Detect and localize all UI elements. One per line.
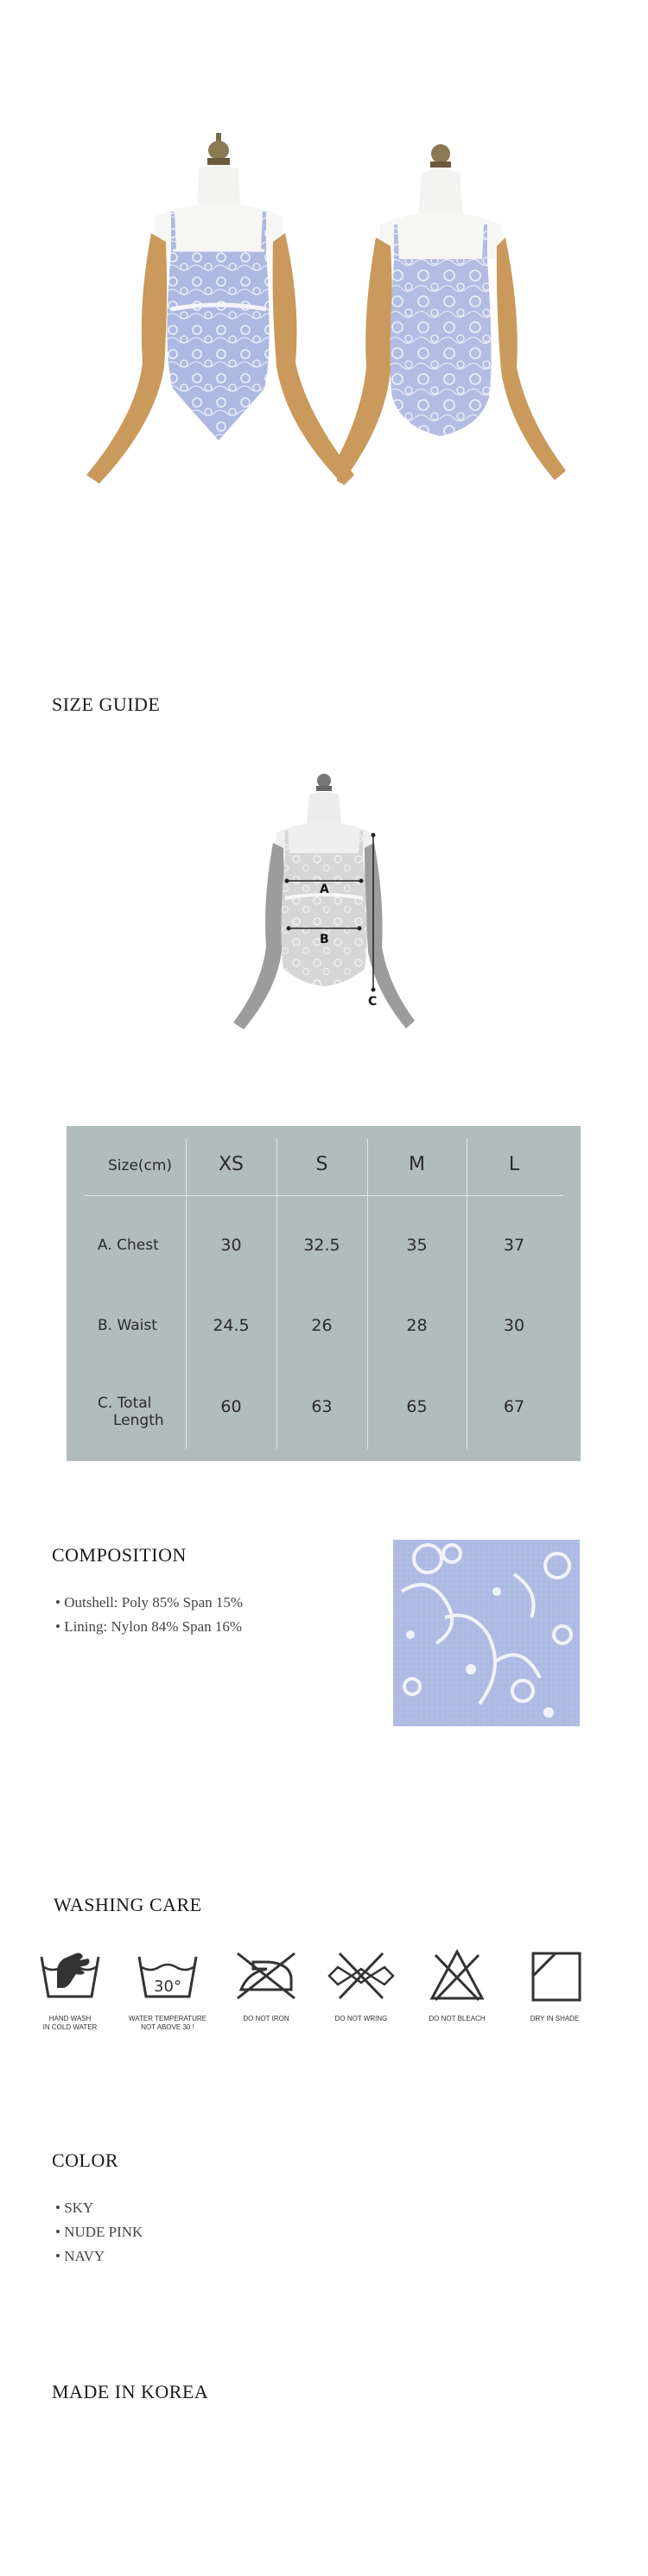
table-cell: 30 [503,1316,525,1335]
color-option: • SKY [55,2199,94,2216]
table-cell: 63 [311,1397,333,1416]
size-col-s: S [315,1154,328,1175]
table-cell: 65 [406,1397,428,1416]
color-option: • NUDE PINK [55,2224,143,2240]
table-cell: 35 [406,1236,428,1255]
table-cell: 28 [406,1316,428,1335]
care-item-hand-wash [22,1946,118,2032]
made-in-heading: MADE IN KOREA [52,2381,209,2402]
table-cell: 26 [311,1316,333,1335]
measure-label-a: A [320,883,329,896]
measure-label-c: C [368,995,378,1009]
table-cell: 37 [503,1236,525,1255]
care-label: WATER TEMPERATURE NOT ABOVE 30 ! [129,2015,206,2031]
temperature-value: 30° [154,1978,181,1996]
table-cell: 60 [220,1397,242,1416]
product-photo-front [69,130,380,510]
do-not-wring-icon [322,1946,400,2007]
care-item-do-not-iron [219,1946,314,2023]
care-item-do-not-bleach [410,1946,505,2023]
care-label: HAND WASH IN COLD WATER [42,2015,98,2031]
size-col-l: L [508,1154,520,1175]
size-header-label: Size(cm) [108,1157,173,1174]
care-label: DRY IN SHADE [530,2015,580,2022]
washing-care-heading: WASHING CARE [54,1894,202,1915]
table-cell: 24.5 [213,1316,250,1335]
row-label-chest: A. Chest [98,1237,159,1254]
composition-item: • Outshell: Poly 85% Span 15% [55,1594,244,1611]
care-item-water-temperature [120,1946,215,2032]
size-table [67,1126,581,1461]
do-not-iron-icon [227,1946,305,2007]
composition-heading: COMPOSITION [52,1544,187,1566]
hand-wash-icon [31,1946,109,2007]
composition-item: • Lining: Nylon 84% Span 16% [55,1618,243,1635]
dry-in-shade-icon [516,1946,594,2007]
product-photo-back [337,138,596,510]
size-col-m: M [409,1154,425,1175]
water-temperature-icon [129,1946,206,2007]
size-guide-heading: SIZE GUIDE [52,693,161,715]
care-label: DO NOT BLEACH [429,2015,486,2022]
color-heading: COLOR [52,2149,119,2171]
care-label: DO NOT IRON [243,2015,289,2022]
table-cell: 67 [503,1397,525,1416]
care-item-do-not-wring [314,1946,409,2023]
measure-label-b: B [320,933,329,946]
color-option: • NAVY [55,2248,105,2264]
care-item-dry-in-shade [507,1946,602,2023]
table-cell: 32.5 [303,1236,340,1255]
table-cell: 30 [220,1236,242,1255]
row-label-total-length: C. Total [98,1395,152,1412]
fabric-swatch-image [393,1540,580,1726]
size-col-xs: XS [218,1154,245,1175]
row-label-waist: B. Waist [98,1317,157,1334]
row-label-total-length-2: Length [113,1412,164,1429]
care-label: DO NOT WRING [334,2015,388,2022]
do-not-bleach-icon [418,1946,496,2007]
size-guide-diagram [207,770,441,1055]
